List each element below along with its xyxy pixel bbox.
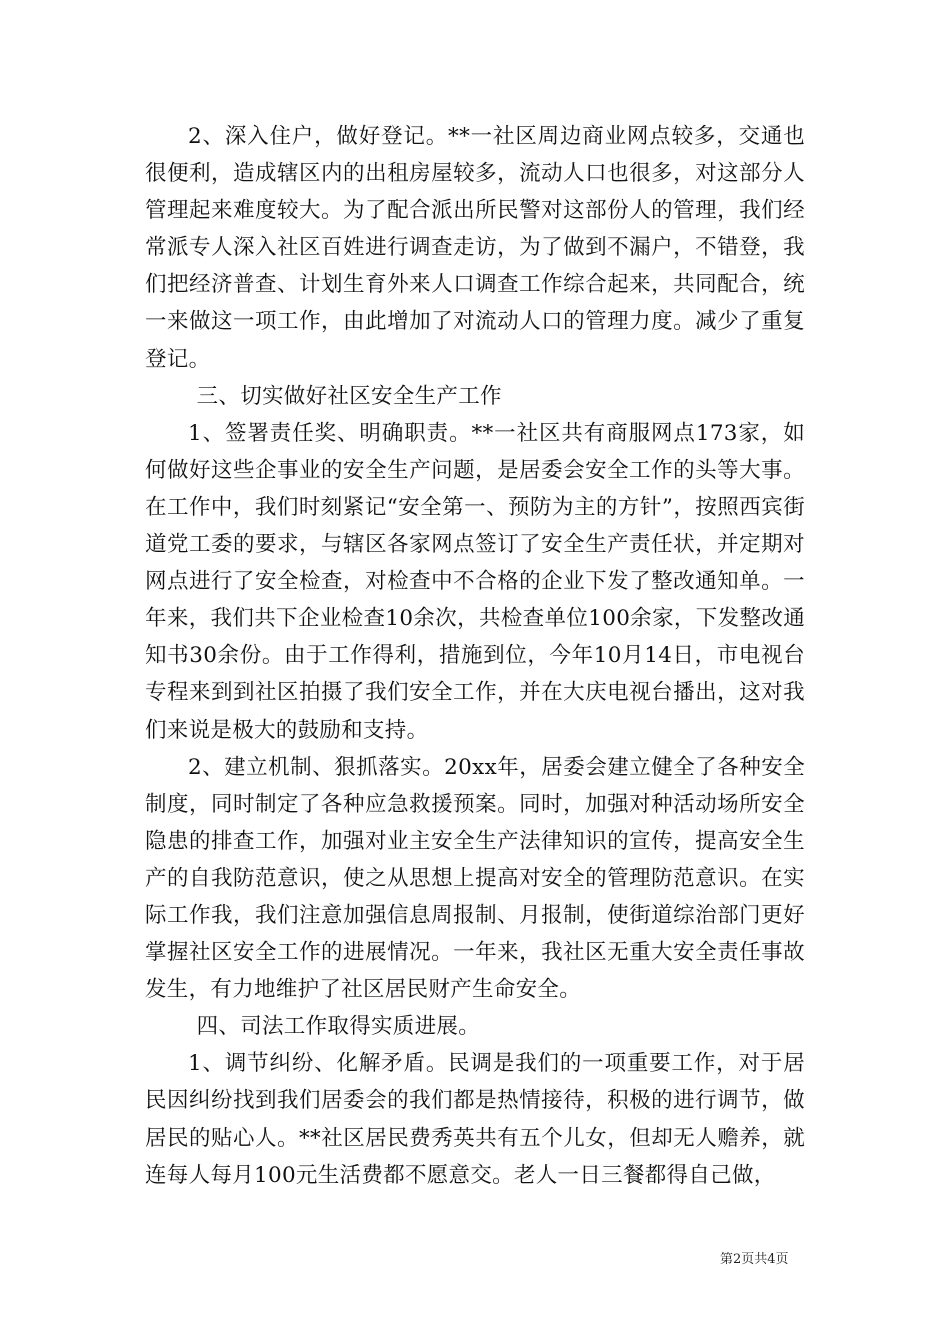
document-body bbox=[145, 118, 805, 1194]
paragraph-responsibility-signing: 1、签署责任奖、明确职责。**一社区共有商服网点173家，如何做好这些企事业的安全生产问题，是居委会安全工作的头等大事。在工作中，我们时刻紧记“安全第一、预防为主的方针”，按照西宾街道党工委的要求，与辖区各家网点签订了安全生产责任状，并定期对网点进行了安全检查，对检查中不合格的企业下发了整改通知单。一年来，我们共下企业检查10余次，共检查单位100余家，下发整改通知书30余份。由于工作得利，措施到位，今年10月14日，市电视台专程来到到社区拍摄了我们安全工作，并在大庆电视台播出，这对我们来说是极大的鼓励和支持。 bbox=[145, 420, 805, 743]
paragraph-dispute-mediation: 1、调节纠纷、化解矛盾。民调是我们的一项重要工作，对于居民因纠纷找到我们居委会的我们都是热情接待，积极的进行调节，做居民的贴心人。**社区居民费秀英共有五个儿女，但却无人赡养，就连每人每月100元生活费都不愿意交。老人一日三餐都得自己做， bbox=[145, 1051, 805, 1188]
section-heading-safety-production: 三、切实做好社区安全生产工作 bbox=[196, 383, 502, 409]
page-number-footer: 第2页共4页 bbox=[720, 1252, 789, 1267]
paragraph-resident-registration: 2、深入住户，做好登记。**一社区周边商业网点较多，交通也很便利，造成辖区内的出租房屋较多，流动人口也很多，对这部分人管理起来难度较大。为了配合派出所民警对这部份人的管理，我们经常派专人深入社区百姓进行调查走访，为了做到不漏户，不错登，我们把经济普查、计划生育外来人口调查工作综合起来，共同配合，统一来做这一项工作，由此增加了对流动人口的管理力度。减少了重复登记。 bbox=[145, 124, 805, 372]
paragraph-mechanism-implementation: 2、建立机制、狠抓落实。20xx年，居委会建立健全了各种安全制度，同时制定了各种应急救援预案。同时，加强对种活动场所安全隐患的排查工作，加强对业主安全生产法律知识的宣传，提高安全生产的自我防范意识，使之从思想上提高对安全的管理防范意识。在实际工作我，我们注意加强信息周报制、月报制，使街道综治部门更好掌握社区安全工作的进展情况。一年来，我社区无重大安全责任事故发生，有力地维护了社区居民财产生命安全。 bbox=[145, 754, 805, 1003]
section-heading-judicial-work: 四、司法工作取得实质进展。 bbox=[196, 1014, 480, 1040]
